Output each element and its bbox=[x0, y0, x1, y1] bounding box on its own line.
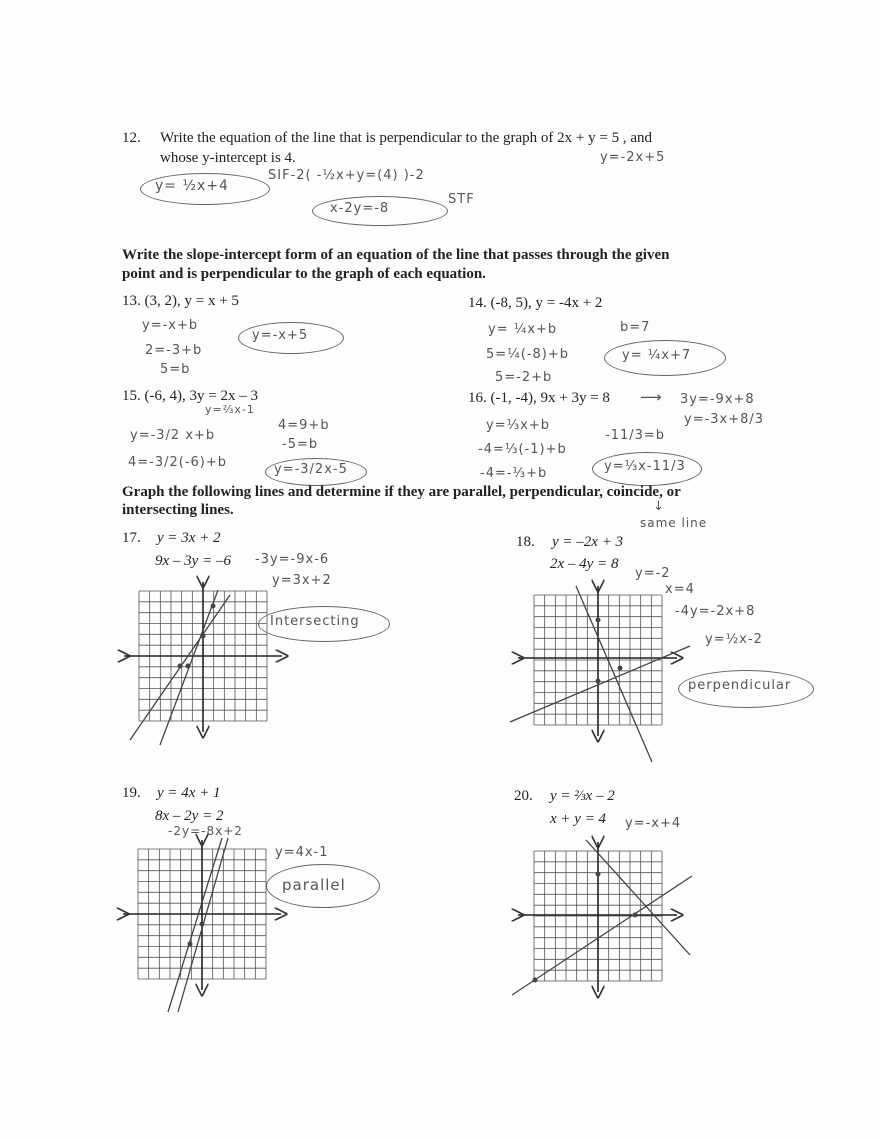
p20-point bbox=[633, 913, 638, 918]
p15-answer: y=-3/2x-5 bbox=[274, 462, 348, 477]
p17-point bbox=[186, 664, 191, 669]
p20-line-2 bbox=[512, 876, 692, 995]
p18-line-1 bbox=[576, 586, 652, 762]
p14-answer: y= ¼x+7 bbox=[622, 348, 692, 363]
p13-work-3: 5=b bbox=[160, 362, 191, 377]
p17-answer: Intersecting bbox=[270, 614, 360, 629]
p20-eq1: y = ⅔x – 2 bbox=[550, 788, 615, 804]
p12-hw-work: SIF-2( -½x+y=(4) )-2 bbox=[268, 168, 425, 183]
p18-point bbox=[596, 679, 601, 684]
p18-point bbox=[596, 618, 601, 623]
p20-work-1: y=-x+4 bbox=[625, 816, 682, 831]
p18-point bbox=[618, 666, 623, 671]
p16-work-0b: y=-3x+8/3 bbox=[684, 412, 765, 427]
p12-text-line2: whose y-intercept is 4. bbox=[160, 150, 296, 166]
p12-hw-std: x-2y=-8 bbox=[330, 201, 390, 216]
p14-work-2: 5=¼(-8)+b bbox=[486, 347, 570, 362]
p18-eq2: 2x – 4y = 8 bbox=[550, 556, 619, 572]
instructions-2-line1: Graph the following lines and determine if they are parallel, perpendicular, coincide, or bbox=[122, 484, 681, 500]
p17-eq2: 9x – 3y = –6 bbox=[155, 553, 231, 569]
p19-eq1: y = 4x + 1 bbox=[157, 785, 221, 801]
p15-label: 15. (-6, 4), 3y = 2x – 3 bbox=[122, 388, 258, 404]
p16-label: 16. (-1, -4), 9x + 3y = 8 bbox=[468, 390, 610, 406]
p16-work-2: -4=⅓(-1)+b bbox=[478, 442, 567, 457]
p14-work-4: b=7 bbox=[620, 320, 651, 335]
p20-number: 20. bbox=[514, 788, 533, 804]
p17-number: 17. bbox=[122, 530, 141, 546]
p16-work-1: y=⅓x+b bbox=[486, 418, 551, 433]
p17-eq1: y = 3x + 2 bbox=[157, 530, 221, 546]
p16-arrow: ⟶ bbox=[640, 388, 663, 406]
p14-work-3: 5=-2+b bbox=[495, 370, 553, 385]
p15-work-1: y=-3/2 x+b bbox=[130, 428, 216, 443]
p19-number: 19. bbox=[122, 785, 141, 801]
p18-work-2: x=4 bbox=[665, 582, 695, 597]
p19-line-1 bbox=[168, 838, 222, 1012]
p17-work-1: -3y=-9x-6 bbox=[255, 552, 330, 567]
p18-answer: perpendicular bbox=[688, 678, 792, 693]
p19-eq2: 8x – 2y = 2 bbox=[155, 808, 224, 824]
p18-work-3: -4y=-2x+8 bbox=[675, 604, 756, 619]
p16-answer: y=⅓x-11/3 bbox=[604, 459, 686, 474]
p15-work-3: 4=9+b bbox=[278, 418, 330, 433]
p19-work-1: -2y=-8x+2 bbox=[168, 824, 243, 838]
p15-work-2: 4=-3/2(-6)+b bbox=[128, 455, 228, 470]
p20-point bbox=[533, 978, 538, 983]
p13-answer: y=-x+5 bbox=[252, 328, 309, 343]
p14-label: 14. (-8, 5), y = -4x + 2 bbox=[468, 295, 603, 311]
p13-label: 13. (3, 2), y = x + 5 bbox=[122, 293, 239, 309]
coincide-arrow: ↓ bbox=[653, 499, 665, 514]
p20-point bbox=[596, 872, 601, 877]
instructions-2-hw-note: same line bbox=[640, 516, 708, 530]
p12-hw-given: y=-2x+5 bbox=[600, 150, 666, 165]
p18-work-4: y=½x-2 bbox=[705, 632, 763, 647]
p13-work-2: 2=-3+b bbox=[145, 343, 203, 358]
p17-point bbox=[178, 664, 183, 669]
p17-work-2: y=3x+2 bbox=[272, 573, 332, 588]
p19-answer: parallel bbox=[282, 876, 346, 894]
p20-line-1 bbox=[586, 840, 690, 955]
p12-hw-stf: STF bbox=[448, 192, 475, 207]
p18-work-1: y=-2 bbox=[635, 566, 671, 581]
p14-work-1: y= ¼x+b bbox=[488, 322, 558, 337]
instructions-1-line1: Write the slope-intercept form of an equation of the line that passes through the given bbox=[122, 247, 670, 263]
p15-work-0: y=⅔x-1 bbox=[205, 403, 255, 416]
p16-work-3: -4=-⅓+b bbox=[480, 466, 548, 481]
p16-work-4: -11/3=b bbox=[605, 428, 666, 443]
p12-hw-answer: y= ½x+4 bbox=[155, 178, 229, 194]
p20-eq2: x + y = 4 bbox=[550, 811, 607, 827]
p17-point bbox=[201, 634, 206, 639]
p18-eq1: y = –2x + 3 bbox=[552, 534, 624, 550]
p12-text-line1: Write the equation of the line that is perpendicular to the graph of 2x + y = 5 , and bbox=[160, 130, 653, 146]
p15-work-4: -5=b bbox=[282, 437, 319, 452]
p16-work-0: 3y=-9x+8 bbox=[680, 392, 755, 407]
p18-number: 18. bbox=[516, 534, 535, 550]
p17-point bbox=[211, 604, 216, 609]
p19-point bbox=[200, 922, 205, 927]
p12-number: 12. bbox=[122, 130, 141, 146]
p13-work-1: y=-x+b bbox=[142, 318, 199, 333]
p19-work-2: y=4x-1 bbox=[275, 845, 329, 860]
instructions-2-line2: intersecting lines. bbox=[122, 502, 234, 518]
p19-point bbox=[188, 942, 193, 947]
instructions-1-line2: point and is perpendicular to the graph of each equation. bbox=[122, 266, 486, 282]
